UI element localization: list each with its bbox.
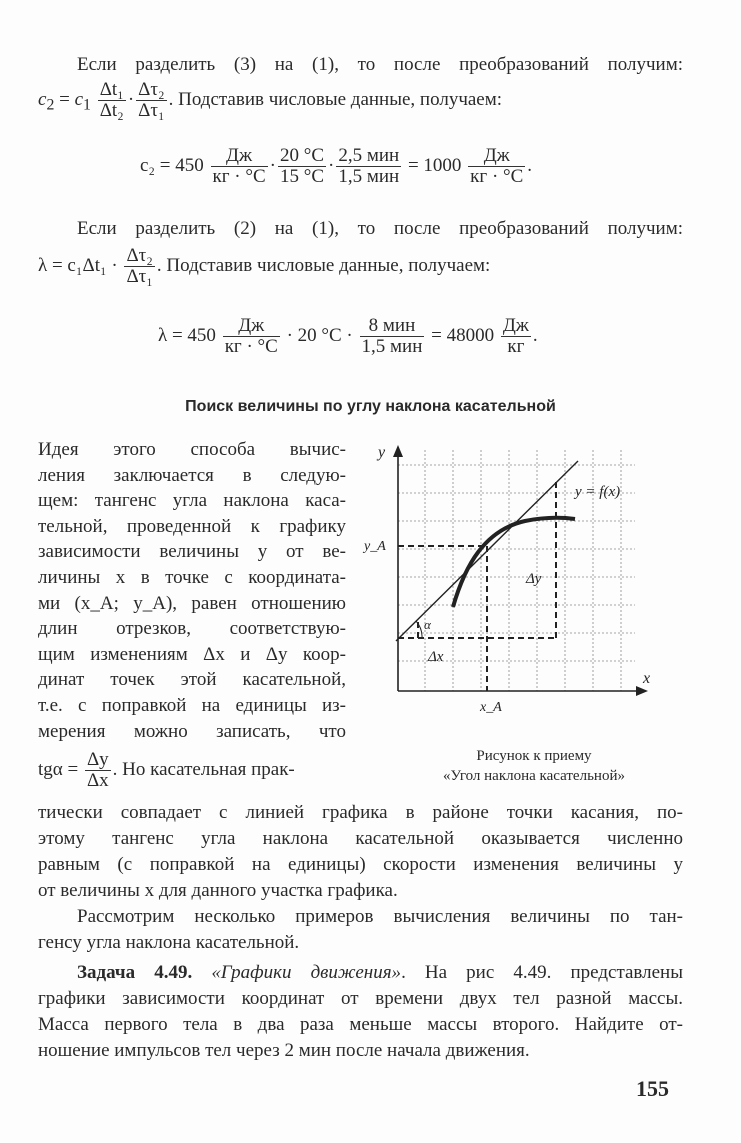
text-line: генсу угла наклона касательной. <box>38 932 300 953</box>
text-line: ношение импульсов тел через 2 мин после начала движения. <box>38 1040 530 1061</box>
dx-label: Δx <box>428 649 444 665</box>
figure-caption: Рисунок к приему «Угол наклона касательной» <box>443 748 625 784</box>
text-line: Масса первого тела в два раза меньше массы второго. Найдите от- <box>38 1014 683 1035</box>
dy-label: Δy <box>526 571 542 587</box>
text-line: графики зависимости координат от времени двух тел разной массы. <box>38 988 683 1009</box>
formula-c2-numeric: c₂ = 450 $\frac{Дж}{кг \cdot ^\circ С}$ · $\frac{20 ^\circ С}{15 ^\circ С}$ · $\frac{\text{2,5 мин}}{\text{1,5 мин}}$ = 1000 $\frac{Дж}{кг \cdot ^\circ С}$ . <box>140 145 533 187</box>
text-line: Если разделить (2) на (1), то после преобразований получим: <box>77 218 683 239</box>
page-number: 155 <box>636 1076 669 1101</box>
text-line: щем: тангенс угла наклона каса- <box>38 490 346 512</box>
y-axis-label: y <box>378 444 386 461</box>
section-heading: Поиск величины по углу наклона касательной <box>185 398 556 415</box>
text-line: от величины x для данного участка графика. <box>38 880 398 901</box>
xa-label: x_A <box>480 700 502 715</box>
ya-label: y_A <box>364 539 386 554</box>
alpha-label: α <box>424 617 431 632</box>
task-first-line: Задача 4.49. «Графики движения». На рис 4.49. представлены <box>77 962 683 983</box>
text-line: равным (с поправкой на единицы) скорости изменения величины y <box>38 854 683 875</box>
text-line: длин отрезков, соответствую- <box>38 618 346 640</box>
formula-lambda: λ = c₁Δt₁ · $\frac{\text{Δτ₂}}{\text{Δτ₁}}$ . Подставив числовые данные, получаем: <box>38 245 491 287</box>
text-line: тически совпадает с линией графика в районе точки касания, по- <box>38 802 683 823</box>
x-axis-label: x <box>643 670 651 687</box>
text-line: тельной, проведенной к графику <box>38 515 346 537</box>
tangent-figure <box>360 435 660 725</box>
function-label: y = f(x) <box>575 484 621 500</box>
text-line: этому тангенс угла наклона касательной оказывается численно <box>38 828 683 849</box>
text-line: ления заключается в следую- <box>38 464 346 486</box>
text-line: зависимости величины y от ве- <box>38 541 346 563</box>
text-line: щим изменениям Δx и Δy коор- <box>38 643 346 665</box>
formula-tg: tgα = $\frac{\Delta y}{\Delta x}$ . Но касательная прак- <box>38 749 295 791</box>
text-line: Идея этого способа вычис- <box>38 439 346 460</box>
text-line: ми (x_A; y_A), равен отношению <box>38 592 346 614</box>
text-line: т.е. с поправкой на единицы из- <box>38 695 346 716</box>
text-line: Если разделить (3) на (1), то после преобразований получим: <box>77 54 683 75</box>
formula-c2: $c_2 = c_1$ $\frac{\text{Δt₁}}{\text{Δt₂}}$ · $\frac{\text{Δτ₂}}{\text{Δτ₁}}$ . Подставив числовые данные, получаем: <box>38 79 503 121</box>
text-line: динат точек этой касательной, <box>38 669 346 691</box>
text-line: мерения можно записать, что <box>38 720 346 742</box>
text-line: личины x в точке с координата- <box>38 567 346 588</box>
formula-lambda-numeric: λ = 450 $\frac{Дж}{кг \cdot ^\circ С}$ · 20 °С · $\frac{\text{8 мин}}{\text{1,5 мин}}$ = 48000 $\frac{Дж}{кг}$ . <box>158 315 538 357</box>
text-line: Рассмотрим несколько примеров вычисления величины по тан- <box>77 906 683 927</box>
